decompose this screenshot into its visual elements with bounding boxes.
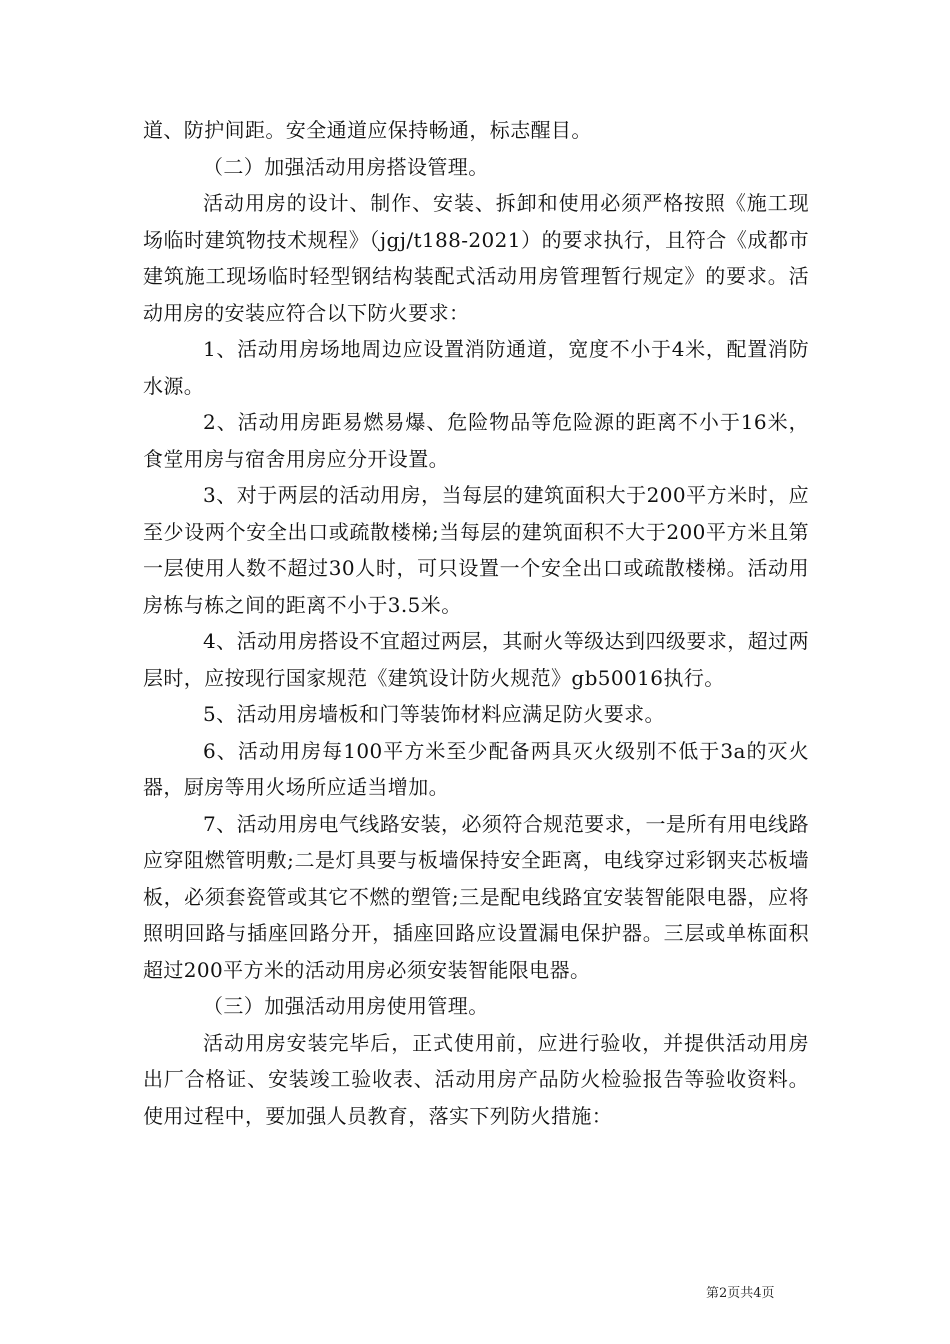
list-item-1: 1、活动用房场地周边应设置消防通道，宽度不小于4米，配置消防水源。: [143, 337, 809, 398]
list-item-5: 5、活动用房墙板和门等装饰材料应满足防火要求。: [203, 702, 665, 726]
paragraph-usage: 活动用房安装完毕后，正式使用前，应进行验收，并提供活动用房出厂合格证、安装竣工验收表、活动用房产品防火检验报告等验收资料。使用过程中，要加强人员教育，落实下列防火措施：: [143, 1030, 809, 1128]
section-heading-3: （三）加强活动用房使用管理。: [203, 994, 489, 1018]
list-item-4: 4、活动用房搭设不宜超过两层，其耐火等级达到四级要求，超过两层时，应按现行国家规范《建筑设计防火规范》gb50016执行。: [143, 629, 809, 690]
section-heading-2: （二）加强活动用房搭设管理。: [203, 154, 489, 179]
list-item-6: 6、活动用房每100平方米至少配备两具灭火级别不低于3a的灭火器，厨房等用火场所应适当增加。: [143, 738, 809, 799]
page-number: 第2页共4页: [706, 1286, 775, 1301]
list-item-7: 7、活动用房电气线路安装，必须符合规范要求，一是所有用电线路应穿阻燃管明敷;二是灯具要与板墙保持安全距离，电线穿过彩钢夹芯板墙板，必须套瓷管或其它不燃的塑管;三是配电线路宜安装智能限电器，应将照明回路与插座回路分开，插座回路应设置漏电保护器。三层或单栋面积超过200平方米的活动用房必须安装智能限电器。: [143, 811, 809, 982]
paragraph-continuation: 道、防护间距。安全通道应保持畅通，标志醒目。: [143, 118, 592, 142]
list-item-3: 3、对于两层的活动用房，当每层的建筑面积大于200平方米时，应至少设两个安全出口或疏散楼梯;当每层的建筑面积不大于200平方米且第一层使用人数不超过30人时，可只设置一个安全出口或疏散楼梯。活动用房栋与栋之间的距离不小于3.5米。: [143, 483, 809, 617]
paragraph-intro: 活动用房的设计、制作、安装、拆卸和使用必须严格按照《施工现场临时建筑物技术规程》（jgj/t188-2021）的要求执行，且符合《成都市建筑施工现场临时轻型钢结构装配式活动用房管理暂行规定》的要求。活动用房的安装应符合以下防火要求：: [143, 191, 809, 325]
document-body: [143, 112, 809, 1134]
list-item-2: 2、活动用房距易燃易爆、危险物品等危险源的距离不小于16米，食堂用房与宿舍用房应分开设置。: [143, 410, 809, 471]
